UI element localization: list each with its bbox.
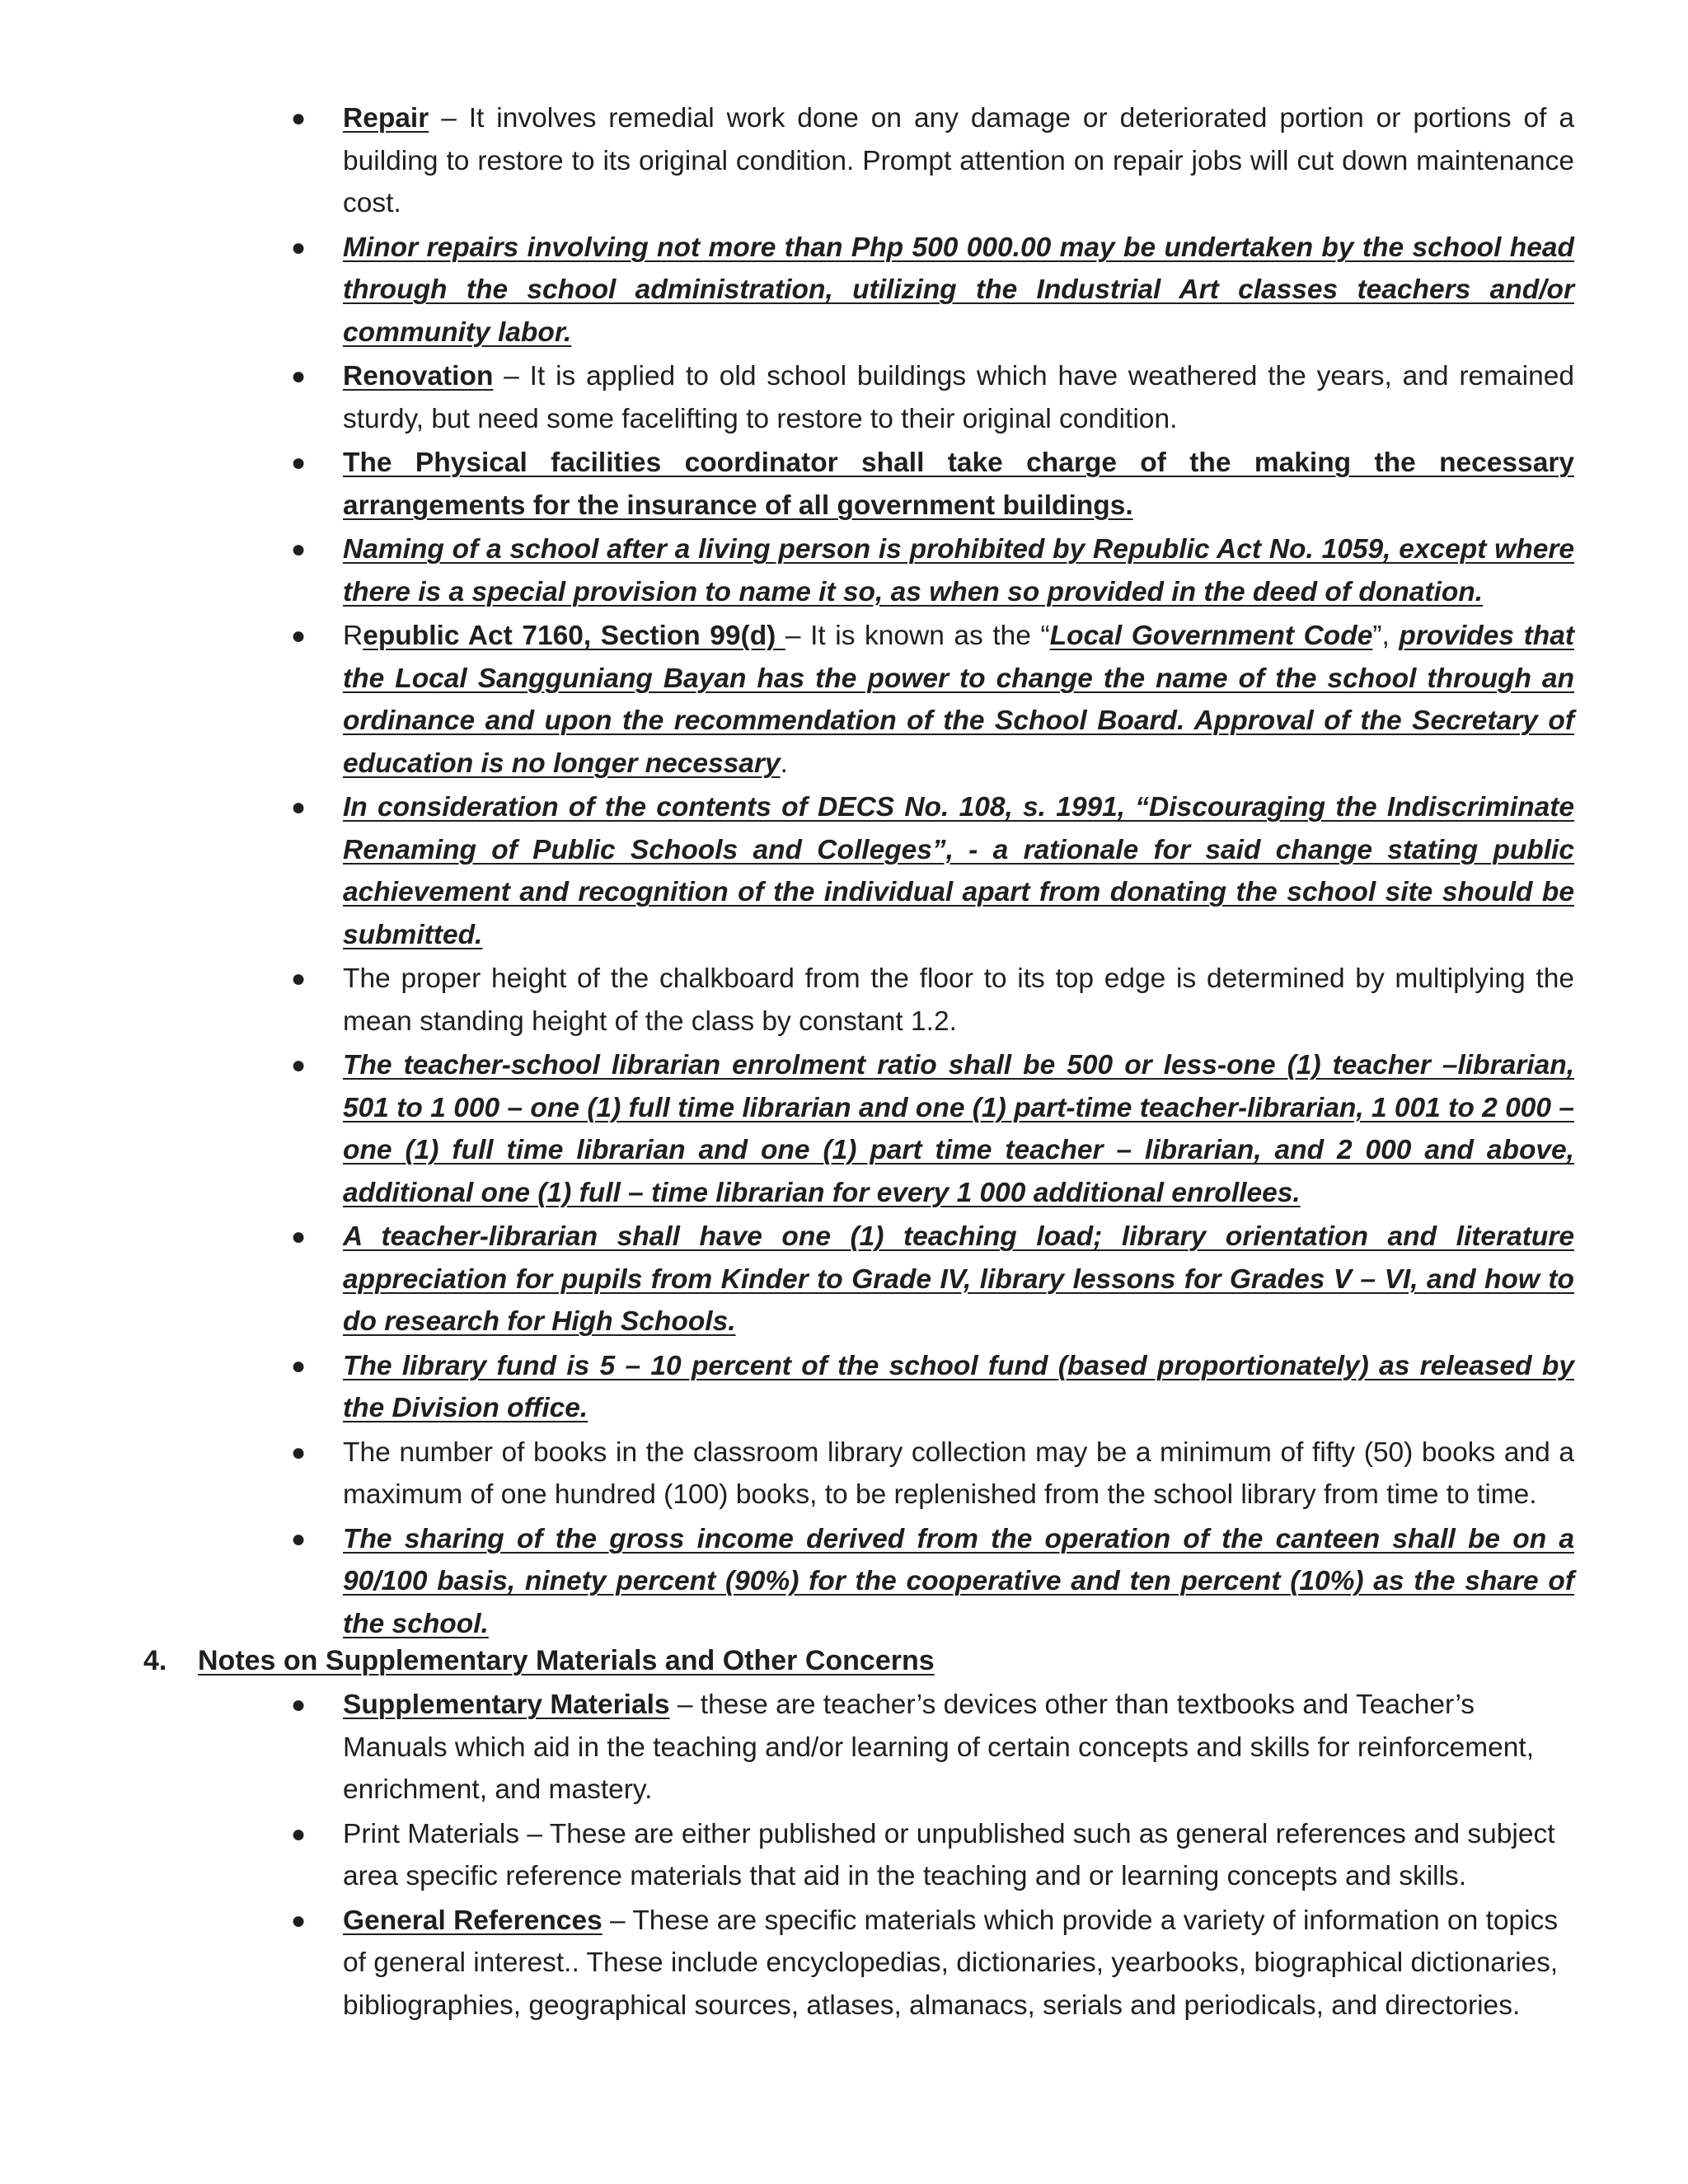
bullet-icon: ●	[291, 1438, 307, 1466]
item-text: The library fund is 5 – 10 percent of the school fund (based proportionately) as released by the Division office.	[343, 1350, 1574, 1423]
bullet-icon: ●	[291, 536, 307, 563]
item-text: The Physical facilities coordinator shall take charge of the making the necessary arrangements for the insurance of all government buildings.	[343, 448, 1574, 521]
code-name: Local Government Code	[1049, 621, 1373, 651]
item-text: The number of books in the classroom library collection may be a minimum of fifty (50) books and a maximum of one hundred (100) books, to be replenished from the school library from time to time.	[343, 1436, 1574, 1510]
list-item-insurance	[288, 442, 1574, 527]
item-text: – It is applied to old school buildings which have weathered the years, and remained sturdy, but need some facelifting to restore to their original condition.	[343, 361, 1574, 434]
bullet-icon: ●	[291, 1525, 307, 1553]
bullet-icon: ●	[291, 1352, 307, 1380]
term-ra-7160: epublic Act 7160, Section 99(d)	[363, 621, 785, 651]
bullet-icon: ●	[291, 1820, 307, 1848]
item-text: – It involves remedial work done on any damage or deteriorated portion or portions of a building to restore to its original condition. Prompt attention on repair jobs will cut down maintenance cost.	[343, 103, 1574, 218]
list-item-minor-repairs	[288, 227, 1574, 354]
term-supplementary-materials: Supplementary Materials	[343, 1690, 670, 1720]
item-text: – these are teacher’s devices other than textbooks and Teacher’s Manuals which aid in the teaching and/or learning of certain concepts and skills for reinforcement, enrichment, and mastery.	[343, 1690, 1535, 1805]
list-item-classroom-books	[288, 1432, 1574, 1516]
notes-bullet-list	[288, 97, 1574, 1647]
item-text: – These are specific materials which provide a variety of information on topics of general interest.. These include encyclopedias, dictionaries, yearbooks, biographical dictionaries, bibliographies, geographical sources, atlases, almanacs, serials and periodicals, and directories.	[343, 1905, 1559, 2021]
bullet-icon: ●	[291, 363, 307, 390]
section-title: Notes on Supplementary Materials and Other Concerns	[198, 1645, 935, 1676]
item-text: Naming of a school after a living person is prohibited by Republic Act No. 1059, except where there is a special provision to name it so, as when so provided in the deed of donation.	[343, 534, 1574, 607]
list-item-teacher-librarian	[288, 1216, 1574, 1343]
item-text: The sharing of the gross income derived from the operation of the canteen shall be on a 90/100 basis, ninety percent (90%) for the cooperative and ten percent (10%) as the share of the school.	[343, 1523, 1574, 1639]
bullet-icon: ●	[291, 965, 307, 992]
section-number: 4.	[143, 1645, 167, 1676]
list-item-supplementary-materials	[288, 1684, 1574, 1811]
item-text: In consideration of the contents of DECS No. 108, s. 1991, “Discouraging the Indiscriminate Renaming of Public Schools and Colleges”, - a rationale for said change stating public achievement and recognition of the individual apart from donating the school site should be submitted.	[343, 792, 1574, 950]
list-item-library-fund	[288, 1345, 1574, 1430]
item-text: .	[780, 748, 788, 779]
list-item-canteen-income	[288, 1518, 1574, 1646]
list-item-repair	[288, 97, 1574, 225]
list-item-naming-school	[288, 528, 1574, 613]
item-text: Print Materials – These are either published or unpublished such as general references and subject area specific reference materials that aid in the teaching and or learning concepts and skills.	[343, 1818, 1555, 1891]
list-item-ra-7160	[288, 615, 1574, 785]
list-item-renovation	[288, 355, 1574, 440]
list-item-chalkboard	[288, 958, 1574, 1043]
bullet-icon: ●	[291, 105, 307, 132]
item-text: ”,	[1372, 621, 1400, 651]
bullet-icon: ●	[291, 622, 307, 649]
list-item-general-references	[288, 1900, 1574, 2027]
item-text: The proper height of the chalkboard from the floor to its top edge is determined by multiplying the mean standing height of the class by constant 1.2.	[343, 963, 1574, 1037]
list-item-librarian-ratio	[288, 1044, 1574, 1214]
term-general-references: General References	[343, 1905, 603, 1936]
section-heading	[143, 1640, 935, 1681]
item-text: Minor repairs involving not more than Php 500 000.00 may be undertaken by the school head through the school administration, utilizing the Industrial Art classes teachers and/or community labor.	[343, 232, 1574, 348]
item-emphasis: provides that the Local Sangguniang Bayan has the power to change the name of the school through an ordinance and upon the recommendation of the School Board. Approval of the Secretary of education is no longer necessary	[343, 621, 1574, 779]
bullet-icon: ●	[291, 233, 307, 261]
bullet-icon: ●	[291, 1906, 307, 1934]
bullet-icon: ●	[291, 1223, 307, 1250]
list-item-print-materials	[288, 1813, 1574, 1898]
bullet-icon: ●	[291, 449, 307, 476]
item-lead: R	[343, 621, 363, 651]
item-text: A teacher-librarian shall have one (1) teaching load; library orientation and literature appreciation for pupils from Kinder to Grade IV, library lessons for Grades V – VI, and how to do research for High Schools.	[343, 1221, 1574, 1337]
term-renovation: Renovation	[343, 361, 494, 391]
list-item-decs-108	[288, 786, 1574, 956]
item-text: The teacher-school librarian enrolment ratio shall be 500 or less-one (1) teacher –librarian, 501 to 1 000 – one (1) full time librarian and one (1) part-time teacher-librarian, 1 001 to 2 000 – one (1) full time librarian and one (1) part time teacher – librarian, and 2 000 and above, additional one (1) full – time librarian for every 1 000 additional enrollees.	[343, 1050, 1574, 1208]
item-text: – It is known as the “	[785, 621, 1050, 651]
term-repair: Repair	[343, 103, 429, 134]
supplementary-bullet-list	[288, 1684, 1574, 2028]
bullet-icon: ●	[291, 1691, 307, 1718]
bullet-icon: ●	[291, 1052, 307, 1079]
bullet-icon: ●	[291, 794, 307, 821]
